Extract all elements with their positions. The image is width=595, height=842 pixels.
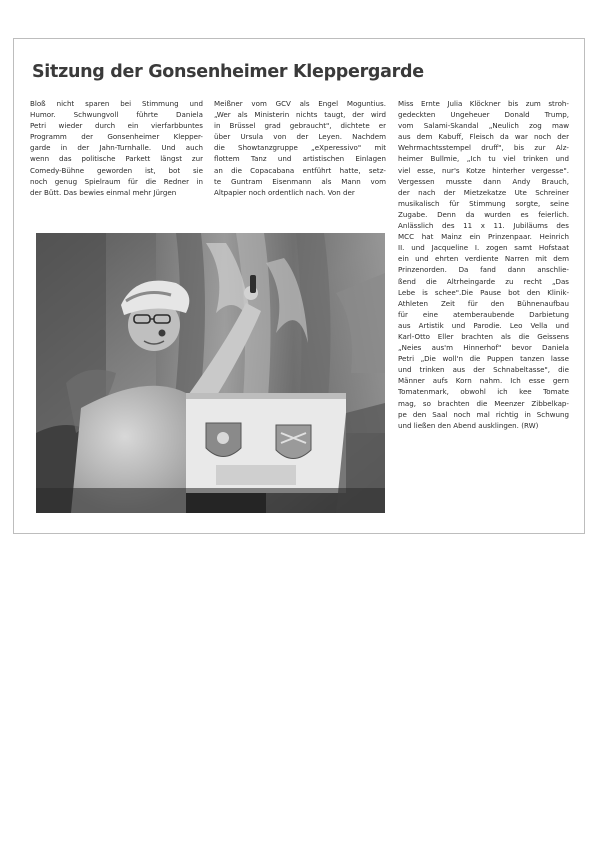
article-line: der Bütt. Das bewies einmal mehr Jürgen [30, 187, 177, 197]
article-line: Lebe is schee".Die Pause bot den Klinik- [398, 287, 569, 297]
article-line: Tomatenmark, obwohl ich kee Tomate [398, 387, 569, 397]
article-column-3 [398, 98, 569, 431]
article-line: an die Copacabana entführt hatte, setz- [214, 165, 386, 175]
article-line: ein und ehrten verdiente Narren mit dem [398, 254, 569, 264]
article-line: und ließen den Abend ausklingen. (RW) [398, 420, 539, 430]
article-line: Miss Ernte Julia Klöckner bis zum stroh- [398, 99, 569, 108]
article-line: und trinken aus der Schnabeltasse", die [398, 365, 569, 375]
article-column-1 [30, 98, 203, 198]
article-line: Comedy-Bühne geworden ist, bot sie [30, 165, 203, 175]
article-line: Humor. Schwungvoll führte Daniela [30, 110, 203, 120]
article-line: flottem Tanz und artistischen Einlagen [214, 154, 386, 164]
coat-of-arms-left-icon [206, 423, 241, 457]
article-line: der nach der Mietzekatze Ute Schreiner [398, 187, 569, 197]
article-line: mag, so brachten die Meenzer Zibbelkap- [398, 398, 569, 408]
article-line: „Neies aus'm Hinnerhof" bevor Daniela [398, 343, 569, 353]
article-headline: Sitzung der Gonsenheimer Kleppergarde [32, 62, 424, 82]
page-background [0, 540, 595, 842]
article-line: aus dem Kabuff, Fleisch da war noch der [398, 132, 569, 142]
article-line: Karl-Otto Eller brachten als die Geissens [398, 331, 569, 341]
article-line: über Ursula von der Leyen. Nachdem [214, 132, 386, 142]
article-line: garde in der Jahn-Turnhalle. Und auch [30, 143, 203, 153]
article-line: Petri „Die woll'n die Puppen tanzen lasse [398, 354, 569, 364]
article-line: Bloß nicht sparen bei Stimmung und [30, 99, 203, 108]
article-line: viel esse, nur's Kotze hinterher vergesse". [398, 165, 569, 175]
article-line: Petri wieder durch ein vierfarbbuntes [30, 121, 203, 131]
article-line: Meißner vom GCV als Engel Moguntius. [214, 99, 386, 108]
article-line: Prinzenorden. Da fand dann anschlie- [398, 265, 569, 275]
article-line: II. und Jacqueline I. zogen samt Hofstaat [398, 243, 569, 253]
article-line: Männer aufs Korn nahm. Ich esse gern [398, 376, 569, 386]
article-line: heimer Bullmie, „Ich tu viel trinken und [398, 154, 569, 164]
article-line: vom Salami-Skandal „Neulich zog maw [398, 121, 569, 131]
article-line: gedeckten Ungeheuer Donald Trump, [398, 110, 569, 120]
article-line: wenn das politische Parkett längst zur [30, 154, 203, 164]
article-line: Programm der Gonsenheimer Klepper- [30, 132, 203, 142]
article-line: MCC hat Mainz ein Prinzenpaar. Heinrich [398, 232, 569, 242]
article-line: musikalisch für Stimmung sorgte, seine [398, 198, 569, 208]
article-line: Athleten Zeit für den Bühnenaufbau [398, 298, 569, 308]
carnival-speaker-photo [36, 233, 385, 513]
article-line: aus Artistik und Parodie. Leo Vella und [398, 320, 569, 330]
article-line: Zugabe. Denn da wurden es feierlich. [398, 209, 569, 219]
article-line: Altpapier noch ordentlich nach. Von der [214, 187, 355, 197]
article-line: te Guntram Eisenmann als Mann vom [214, 176, 386, 186]
article-line: Vergessen musste dann Andy Brauch, [398, 176, 569, 186]
article-line: die Showtanzgruppe „eXperessivo" mit [214, 143, 386, 153]
coat-of-arms-right-icon [276, 425, 311, 459]
article-line: Wehrmachtsstempel druff", bis zur Alz- [398, 143, 569, 153]
article-line: „Wer als Ministerin nichts taugt, der wird [214, 110, 386, 120]
article-line: für eine atemberaubende Darbietung [398, 309, 569, 319]
article-line: Anlässlich des 11 x 11. Jubiläums des [398, 221, 569, 231]
article-line: in Brüssel grad gebraucht", dichtete er [214, 121, 386, 131]
article-line: noch genug Spielraum für die Redner in [30, 176, 203, 186]
article-line: pe den Saal noch mal richtig in Schwung [398, 409, 569, 419]
article-column-2 [214, 98, 386, 198]
article-photo [36, 233, 385, 513]
article-line: ßend die Altrheingarde zu recht „Das [398, 276, 569, 286]
